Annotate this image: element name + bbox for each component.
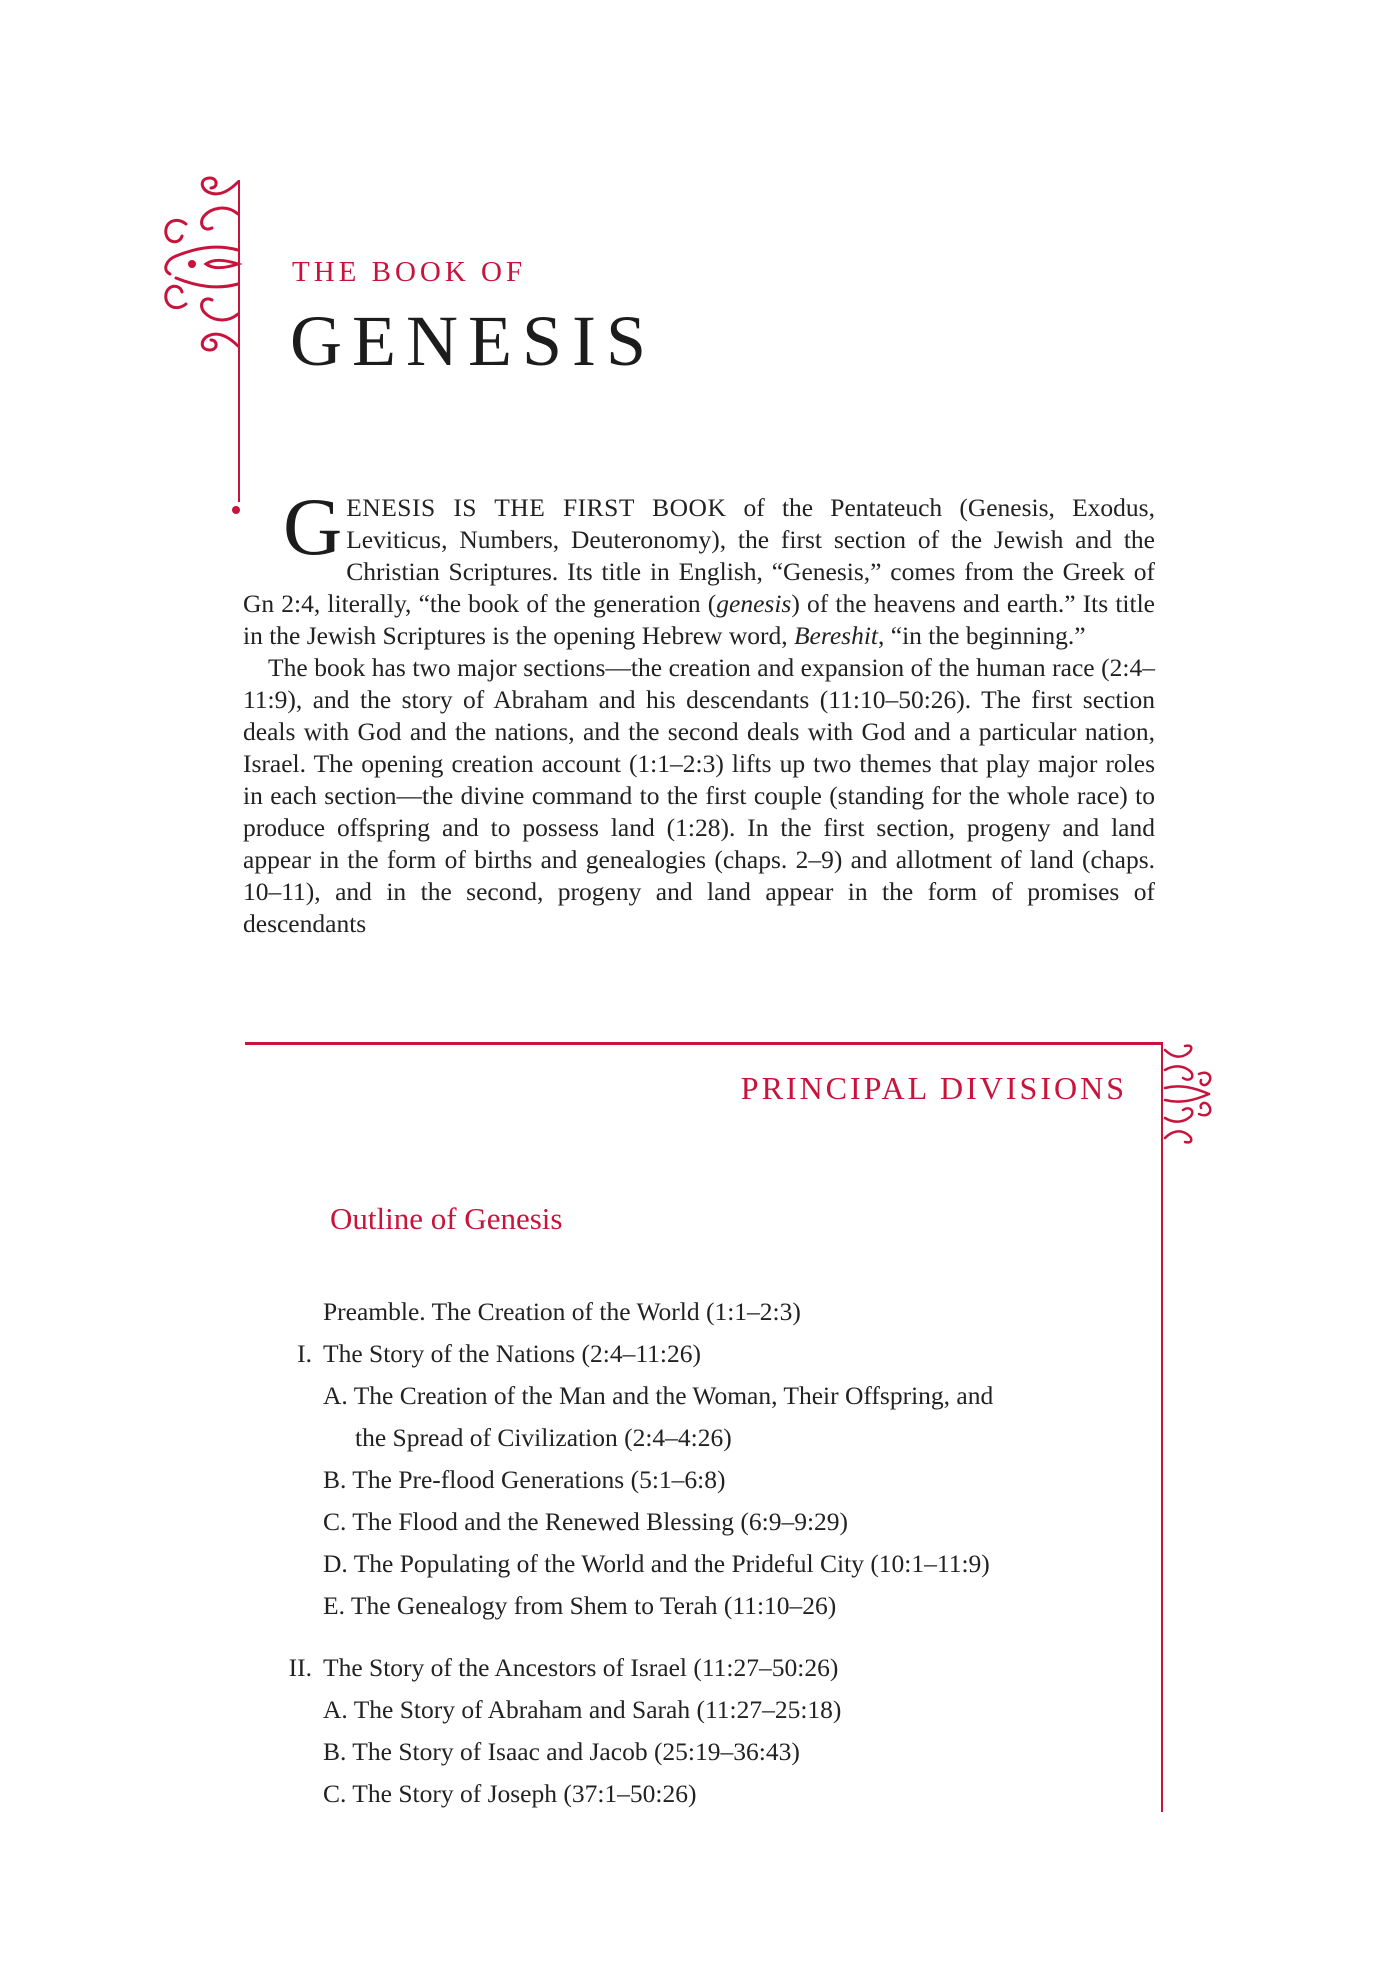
outline-item-continuation: the Spread of Civilization (2:4–4:26) — [355, 1423, 732, 1452]
outline-part-title: The Story of the Nations (2:4–11:26) — [323, 1339, 701, 1368]
outline-item: B. The Story of Isaac and Jacob (25:19–36:43) — [323, 1737, 800, 1766]
outline-item: A. The Story of Abraham and Sarah (11:27–25:18) — [323, 1695, 842, 1724]
page-title: GENESIS — [290, 301, 657, 381]
outline-numeral: I. — [297, 1339, 312, 1368]
outline-item: E. The Genealogy from Shem to Terah (11:10–26) — [323, 1591, 837, 1620]
lead-smallcaps: ENESIS IS THE FIRST BOOK — [346, 493, 727, 522]
intro-paragraph-1 — [243, 481, 1155, 652]
intro-text-run: , “in the beginning.” — [878, 621, 1086, 650]
intro-italic-genesis: genesis — [716, 589, 792, 618]
divisions-horizontal-rule — [245, 1042, 1163, 1045]
outline-item: D. The Populating of the World and the Prideful City (10:1–11:9) — [323, 1549, 990, 1578]
outline-item: C. The Flood and the Renewed Blessing (6:9–9:29) — [323, 1507, 849, 1536]
rule-end-dot — [232, 506, 240, 514]
intro-paragraph-2: The book has two major sections—the creation and expansion of the human race (2:4–11:9), and the story of Abraham and his descendants (11:10–50:26). The first section deals with God and the nations, and the second deals with God and a particular nation, Israel. The opening creation account (1:1–2:3) lifts up two themes that play major roles in each section—the divine command to the first couple (standing for the whole race) to produce offspring and to possess land (1:28). In the first section, progeny and land appear in the form of births and genealogies (chaps. 2–9) and allotment of land (chaps. 10–11), and in the second, progeny and land appear in the form of promises of descendants — [243, 653, 1155, 938]
outline-item: A. The Creation of the Man and the Woman, Their Offspring, and — [323, 1381, 994, 1410]
intro-text-run: ) of the heavens and earth.” Its title in the Jewish Scriptures is the opening Hebrew word, — [243, 589, 1155, 650]
intro-italic-bereshit: Bereshit — [793, 621, 879, 650]
intro-text-run: of the Pentateuch (Genesis, Exodus, Leviticus, Numbers, Deuteronomy), the first section of the Jewish and the Christian Scriptures. Its title in English, “Genesis,” comes from the Greek of Gn 2:4, literally, “the book of the generation ( — [243, 493, 1155, 618]
drop-cap: G — [283, 481, 343, 572]
outline-preamble: Preamble. The Creation of the World (1:1–2:3) — [323, 1297, 801, 1326]
title-vertical-rule — [238, 180, 240, 502]
outline-part-title: The Story of the Ancestors of Israel (11:27–50:26) — [323, 1653, 839, 1682]
section-heading: PRINCIPAL DIVISIONS — [740, 1070, 1127, 1106]
intro-text — [243, 481, 1155, 940]
outline-item: B. The Pre-flood Generations (5:1–6:8) — [323, 1465, 726, 1494]
outline-numeral: II. — [288, 1653, 312, 1682]
outline-item: C. The Story of Joseph (37:1–50:26) — [323, 1779, 697, 1808]
flourish-ornament-icon — [1163, 1044, 1213, 1144]
outline-heading: Outline of Genesis — [330, 1201, 563, 1236]
flourish-ornament-icon — [156, 174, 246, 354]
book-kicker: THE BOOK OF — [292, 256, 527, 288]
divisions-vertical-rule — [1161, 1042, 1163, 1812]
